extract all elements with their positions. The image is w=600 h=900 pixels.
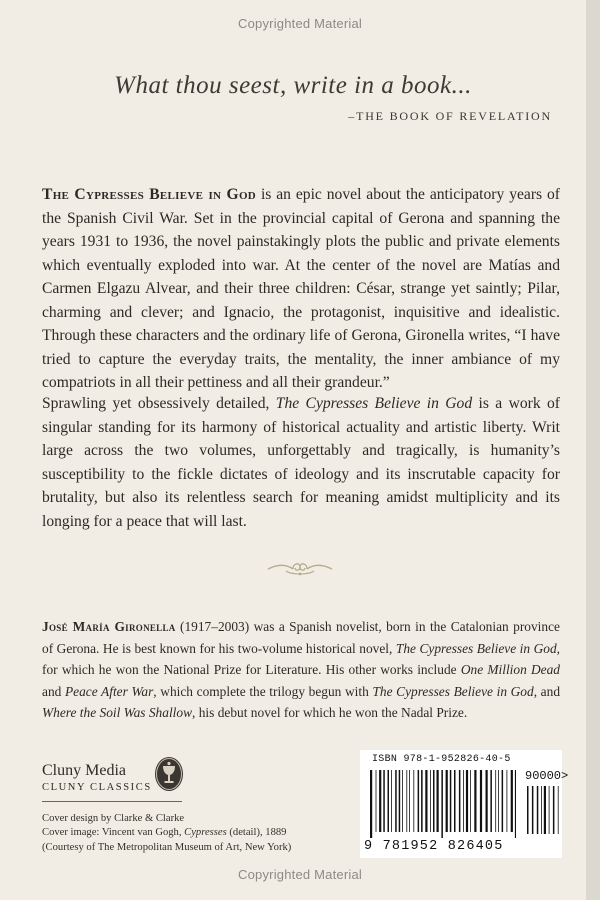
price-code: 90000>	[525, 769, 569, 783]
barcode-bar	[544, 786, 546, 834]
barcode-bar	[409, 770, 410, 832]
summary-text-1: is an epic novel about the anticipatory years of the Spanish Civil War. Set in the provincial capital of Gerona and spanning the years 1931 to 1936, the novel painstakingly plots the public and private elements which eventually exploded into war. At the center of the novel are Matías and Carmen Elgazu Alvear, and their three children: César, strange yet saintly; Pilar, charming and clever; and Ignacio, the protagonist, inquisitive and idealistic. Through these characters and the ordinary life of Gerona, Gironella writes, “I have tried to capture the everyday traits, the mentality, the inner ambiance of my compatriots in all their pettiness and all their grandeur.”	[42, 186, 560, 391]
bio-title: The Cypresses Believe in God	[372, 683, 534, 699]
summary-text-2b: is a work of singular standing for its harmony of historical actuality and artistic liberty. Writ large across the two volumes, unforgettably and tragically, is humanity’s susceptibility to the fickle dictates of ideology and its inscrutable capacity for brutality, but also its relentless search for meaning amidst multiplicity and its longing for a peace that will last.	[42, 395, 560, 530]
barcode-bar	[527, 786, 529, 834]
barcode-bar	[454, 770, 456, 832]
barcode-bar	[486, 770, 488, 832]
barcode-bar	[466, 770, 468, 832]
barcode-bar	[395, 770, 397, 832]
barcode-bar	[450, 770, 452, 832]
isbn-digits: 9 781952 826405	[364, 839, 504, 854]
watermark-bottom: Copyrighted Material	[238, 867, 362, 882]
bio-text: , and	[533, 683, 561, 699]
cover-credits	[42, 812, 342, 855]
barcode-bar	[459, 770, 461, 832]
barcode-bar	[515, 770, 516, 838]
epigraph-quote: What thou seest, write in a book...	[114, 72, 472, 99]
barcode-bar	[437, 770, 439, 832]
summary-paragraph-1	[42, 183, 560, 395]
barcode-bar	[421, 770, 423, 832]
barcode-bar	[376, 770, 377, 832]
summary-paragraph-2	[42, 392, 560, 533]
chalice-logo-icon	[155, 757, 183, 791]
bio-text: , which complete the trilogy begun with	[153, 683, 373, 699]
barcode-bar	[413, 770, 414, 832]
barcode-bar	[383, 770, 385, 832]
barcode-bar	[388, 770, 390, 832]
epigraph-source: –THE BOOK OF REVELATION	[348, 109, 552, 123]
barcode-bar	[553, 786, 555, 834]
barcode-bar	[541, 786, 542, 834]
credit-image-title: Cypresses	[184, 827, 227, 839]
barcode-bar	[433, 770, 435, 832]
barcode-bar	[558, 786, 559, 834]
barcode-bar	[502, 770, 504, 832]
bio-text: and	[42, 683, 65, 699]
credit-design: Cover design by Clarke & Clarke	[42, 813, 185, 824]
barcode-bar	[463, 770, 464, 832]
bio-title: Peace After War	[64, 683, 154, 699]
publisher-series: CLUNY CLASSICS	[42, 782, 152, 793]
bio-text: (1917–2003) was a Spanish novelist, born in the Catalonian province of Gerona. He is best known for his two-volume historical novel,	[42, 619, 560, 656]
book-title: The Cypresses Believe in God	[42, 186, 257, 203]
barcode-bar	[406, 770, 407, 832]
bio-title: The Cypresses Believe in God	[395, 640, 557, 656]
credit-image	[42, 826, 342, 840]
bio-title: Where the Soil Was Shallow	[42, 705, 193, 720]
publisher-name: Cluny Media	[42, 762, 126, 779]
book-title-italic: The Cypresses Believe in God	[275, 395, 473, 412]
credit-courtesy: (Courtesy of The Metropolitan Museum of Art, New York)	[42, 841, 292, 853]
barcode-bar	[399, 770, 401, 832]
barcode-bar	[549, 786, 550, 834]
author-name: José María Gironella	[42, 619, 176, 634]
publisher-rule	[42, 801, 182, 802]
barcode-bar	[511, 770, 513, 832]
credit-image-prefix: Cover image: Vincent van Gogh,	[42, 827, 185, 839]
barcode-bar	[532, 786, 534, 834]
isbn-barcode	[360, 750, 569, 858]
watermark-top: Copyrighted Material	[238, 16, 362, 31]
barcode-bars-main	[370, 770, 516, 838]
author-bio	[42, 616, 560, 724]
barcode-bar	[402, 770, 403, 832]
barcode-bar	[507, 770, 508, 832]
page-edge-strip	[586, 0, 600, 900]
barcode-bar	[441, 770, 443, 838]
barcode-bar	[425, 770, 427, 832]
barcode-bar	[480, 770, 482, 832]
credit-image-suffix: (detail), 1889	[226, 827, 287, 839]
barcode-bar	[446, 770, 448, 832]
bio-title: One Million Dead	[460, 662, 560, 677]
barcode-bar	[430, 770, 431, 832]
bio-text: , for which he won the National Prize for Literature. His other works include	[42, 640, 560, 677]
barcode-bar	[379, 770, 381, 832]
barcode-bar	[391, 770, 392, 832]
barcode-bar	[537, 786, 539, 834]
bio-text: , his debut novel for which he won the Nadal Prize.	[192, 705, 468, 720]
barcode-bar	[474, 770, 476, 832]
barcode-bar	[498, 770, 499, 832]
barcode-bars-addon	[527, 786, 559, 840]
isbn-label: ISBN 978-1-952826-40-5	[372, 754, 511, 765]
barcode-bar	[495, 770, 496, 832]
flourish-ornament-icon	[266, 558, 334, 580]
summary-text-2a: Sprawling yet obsessively detailed,	[42, 395, 276, 412]
barcode-bar	[418, 770, 420, 832]
barcode-bar	[490, 770, 492, 832]
barcode-bar	[370, 770, 372, 838]
barcode-bar	[470, 770, 471, 832]
